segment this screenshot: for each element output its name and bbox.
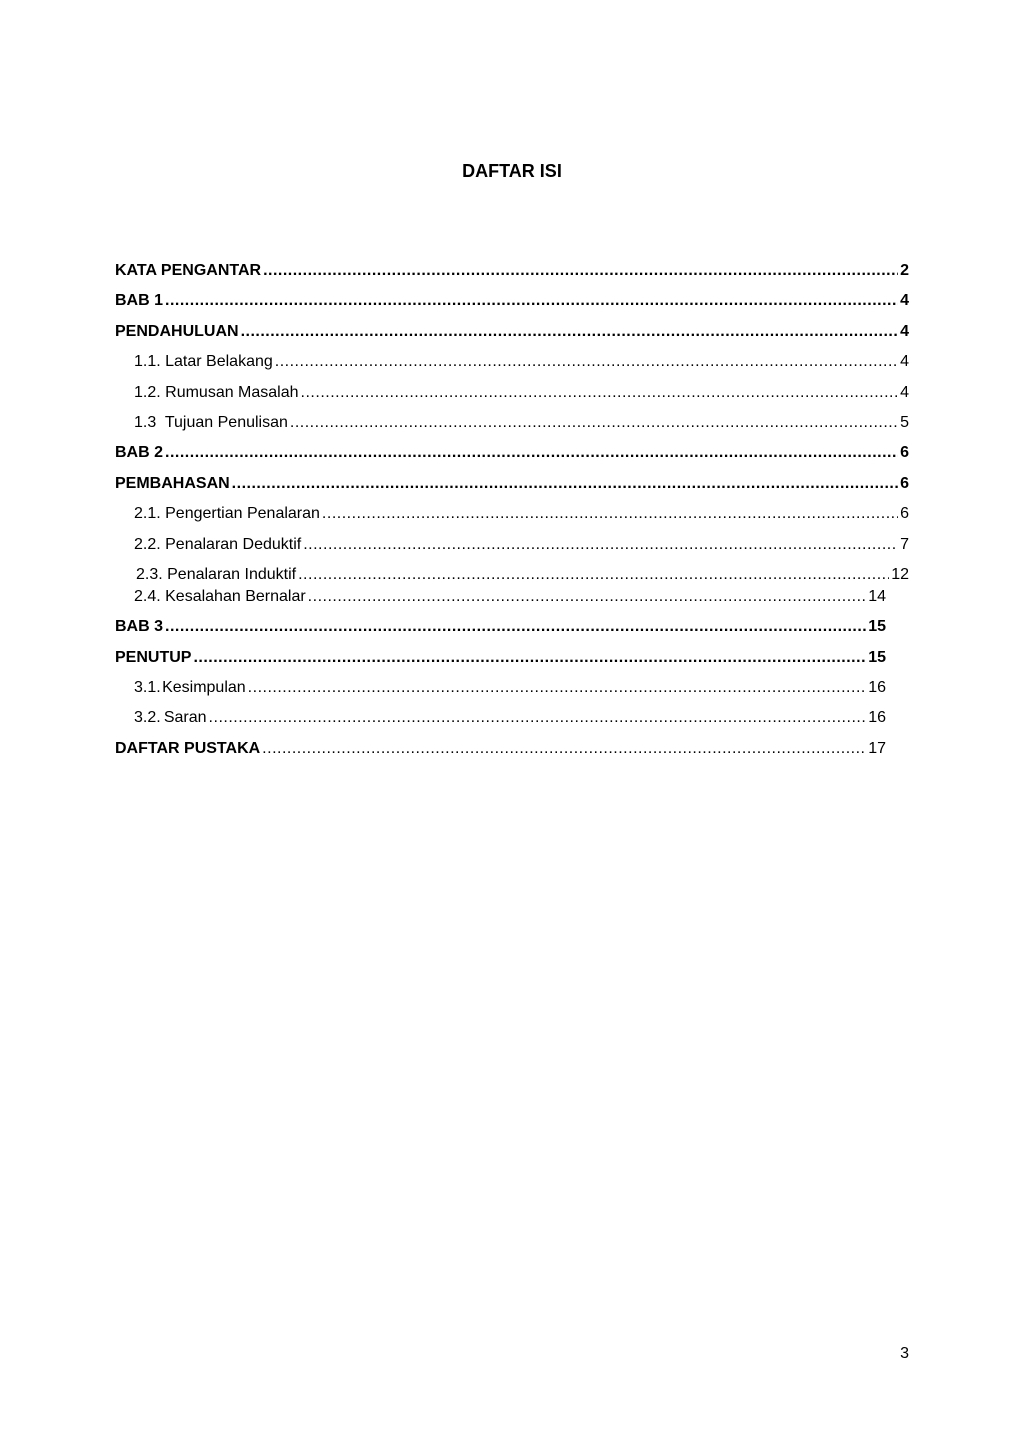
toc-entry-label: 1.3 Tujuan Penulisan <box>134 413 288 431</box>
toc-entry-label: Saran <box>163 709 207 727</box>
toc-entry-label: 2.4. Kesalahan Bernalar <box>134 587 306 605</box>
toc-entry-bab-3[interactable] <box>115 616 909 646</box>
toc-entry-number: 3.2. <box>134 709 161 727</box>
toc-entry-label: 2.2. Penalaran Deduktif <box>134 535 302 553</box>
toc-entry-tujuan-penulisan[interactable] <box>115 412 909 442</box>
page-title: DAFTAR ISI <box>462 161 562 181</box>
toc-entry-page: 6 <box>900 444 909 462</box>
toc-entry-page: 15 <box>868 618 886 636</box>
toc-entry-rumusan-masalah[interactable] <box>115 382 909 412</box>
dot-leader <box>301 382 899 404</box>
toc-entry-kesimpulan[interactable] <box>115 677 909 707</box>
toc-entry-page: 4 <box>900 292 909 310</box>
toc-entry-label: 1.2. Rumusan Masalah <box>134 383 299 401</box>
toc-entry-pengertian-penalaran[interactable] <box>115 503 909 533</box>
toc-entry-label: 2.1. Pengertian Penalaran <box>134 505 320 523</box>
toc-entry-penalaran-deduktif[interactable] <box>115 534 909 564</box>
toc-entry-label: Kesimpulan <box>162 679 246 697</box>
toc-entry-label: DAFTAR PUSTAKA <box>115 739 261 757</box>
dot-leader <box>263 260 898 282</box>
toc-entry-label: KATA PENGANTAR <box>115 262 262 279</box>
dot-leader <box>262 738 866 760</box>
toc-entry-page: 4 <box>900 353 909 371</box>
dot-leader <box>241 321 899 343</box>
toc-entry-label: BAB 3 <box>115 618 164 636</box>
dot-leader <box>248 677 867 699</box>
toc-entry-number: 3.1. <box>134 679 161 697</box>
toc-entry-page: 6 <box>900 474 909 492</box>
toc-entry-penutup[interactable] <box>115 647 909 677</box>
toc-entry-label: BAB 2 <box>115 444 164 462</box>
dot-leader <box>275 351 898 373</box>
dot-leader <box>165 442 898 464</box>
toc-entry-page: 5 <box>900 413 909 431</box>
toc-entry-page: 4 <box>900 322 909 340</box>
toc-entry-penalaran-induktif[interactable] <box>115 564 909 586</box>
toc-entry-label: 2.3. Penalaran Induktif <box>136 565 297 583</box>
toc-entry-pembahasan[interactable] <box>115 473 909 503</box>
dot-leader <box>322 503 898 525</box>
dot-leader <box>193 647 866 669</box>
toc-entry-page: 16 <box>868 709 886 727</box>
toc-entry-page: 7 <box>900 535 909 553</box>
toc-entry-saran[interactable] <box>115 707 909 737</box>
dot-leader <box>308 586 867 608</box>
toc-entry-page: 14 <box>868 587 886 605</box>
toc-entry-kesalahan-bernalar[interactable] <box>115 586 909 616</box>
toc-entry-daftar-pustaka[interactable] <box>115 738 909 768</box>
toc-entry-latar-belakang[interactable] <box>115 351 909 381</box>
toc-entry-page: 2 <box>900 262 909 279</box>
toc-entry-bab-2[interactable] <box>115 442 909 472</box>
toc-entry-page: 15 <box>868 648 886 666</box>
toc-entry-page: 6 <box>900 505 909 523</box>
toc-entry-page: 12 <box>891 565 909 583</box>
toc-entry-label: PENUTUP <box>115 648 192 666</box>
dot-leader <box>165 616 866 638</box>
dot-leader <box>165 290 898 312</box>
toc-entry-pendahuluan[interactable] <box>115 321 909 351</box>
toc-entry-label: 1.1. Latar Belakang <box>134 353 273 371</box>
toc-entry-bab-1[interactable] <box>115 290 909 320</box>
toc-entry-kata-pengantar[interactable] <box>115 260 909 290</box>
page-number: 3 <box>900 1345 909 1362</box>
toc-entry-page: 17 <box>868 739 886 757</box>
toc-entry-page: 4 <box>900 383 909 401</box>
toc-entry-page: 16 <box>868 679 886 697</box>
dot-leader <box>298 564 889 586</box>
dot-leader <box>209 707 867 729</box>
toc-entry-label: PEMBAHASAN <box>115 474 230 492</box>
toc-entry-label: PENDAHULUAN <box>115 322 239 340</box>
table-of-contents <box>115 260 909 768</box>
dot-leader <box>290 412 898 434</box>
dot-leader <box>303 534 898 556</box>
dot-leader <box>232 473 898 495</box>
toc-entry-label: BAB 1 <box>115 292 164 310</box>
